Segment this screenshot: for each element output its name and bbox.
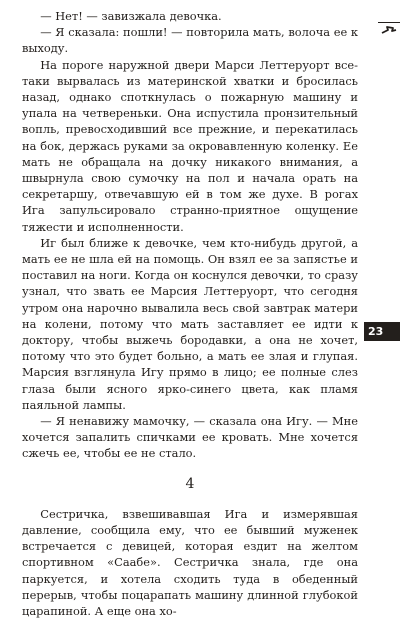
- chapter-number: 4: [185, 475, 195, 492]
- page-text: [22, 8, 358, 619]
- paragraph: — Я ненавижу мамочку, — сказала она Игу. — Мне хочется запалить спичками ее кровать. Мне хочется сжечь ее, чтобы ее не стало.: [22, 414, 358, 461]
- corner-mark: [378, 22, 400, 45]
- paragraph: — Я сказала: пошли! — повторила мать, волоча ее к выходу.: [22, 25, 358, 56]
- paragraph: Иг был ближе к девочке, чем кто-нибудь другой, а мать ее не шла ей на помощь. Он взял ее за запястье и поставил на ноги. Когда он коснулся девочки, то сразу узнал, что звать ее Марсия Леттеруорт, что сегодня утром она нарочно вывалила весь свой завтрак матери на колени, потому что мать заставляет ее идти к доктору, чтобы выжечь бородавки, а она не хочет, потому что это будет больно, а мать ее злая и глупая. Марсия взглянула Игу прямо в лицо; ее полные слез глаза были ясного ярко-синего цвета, как пламя паяльной лампы.: [22, 235, 358, 412]
- page-number-tab: [364, 322, 400, 341]
- page-number: 23: [368, 325, 384, 338]
- paragraph: — Нет! — завизжала девочка.: [40, 9, 222, 23]
- paragraph: На пороге наружной двери Марси Леттеруорт все-таки вырвалась из материнской хватки и бросилась назад, однако споткнулась о пожарную машину и упала на четвереньки. Она испустила пронзительный вопль, превосходивший все прежние, и перекатилась на бок, держась руками за окровавленную коленку. Ее мать не обращала на дочку никакого внимания, а швырнула свою сумочку на пол и начала орать на секретаршу, отвечавшую ей в том же духе. В рогах Ига запульсировало странно-приятное ощущение тяжести и исполненности.: [22, 57, 358, 234]
- book-corner-icon: [381, 25, 397, 35]
- paragraph: Сестричка, взвешивавшая Ига и измерявшая давление, сообщила ему, что ее бывший муженек встречается с девицей, которая ездит на желтом спортивном «Саабе». Сестричка знала, где она паркуется, и хотела сходить туда в обеденный перерыв, чтобы поцарапать машину длинной глубокой царапиной. А еще она хо-: [22, 506, 358, 618]
